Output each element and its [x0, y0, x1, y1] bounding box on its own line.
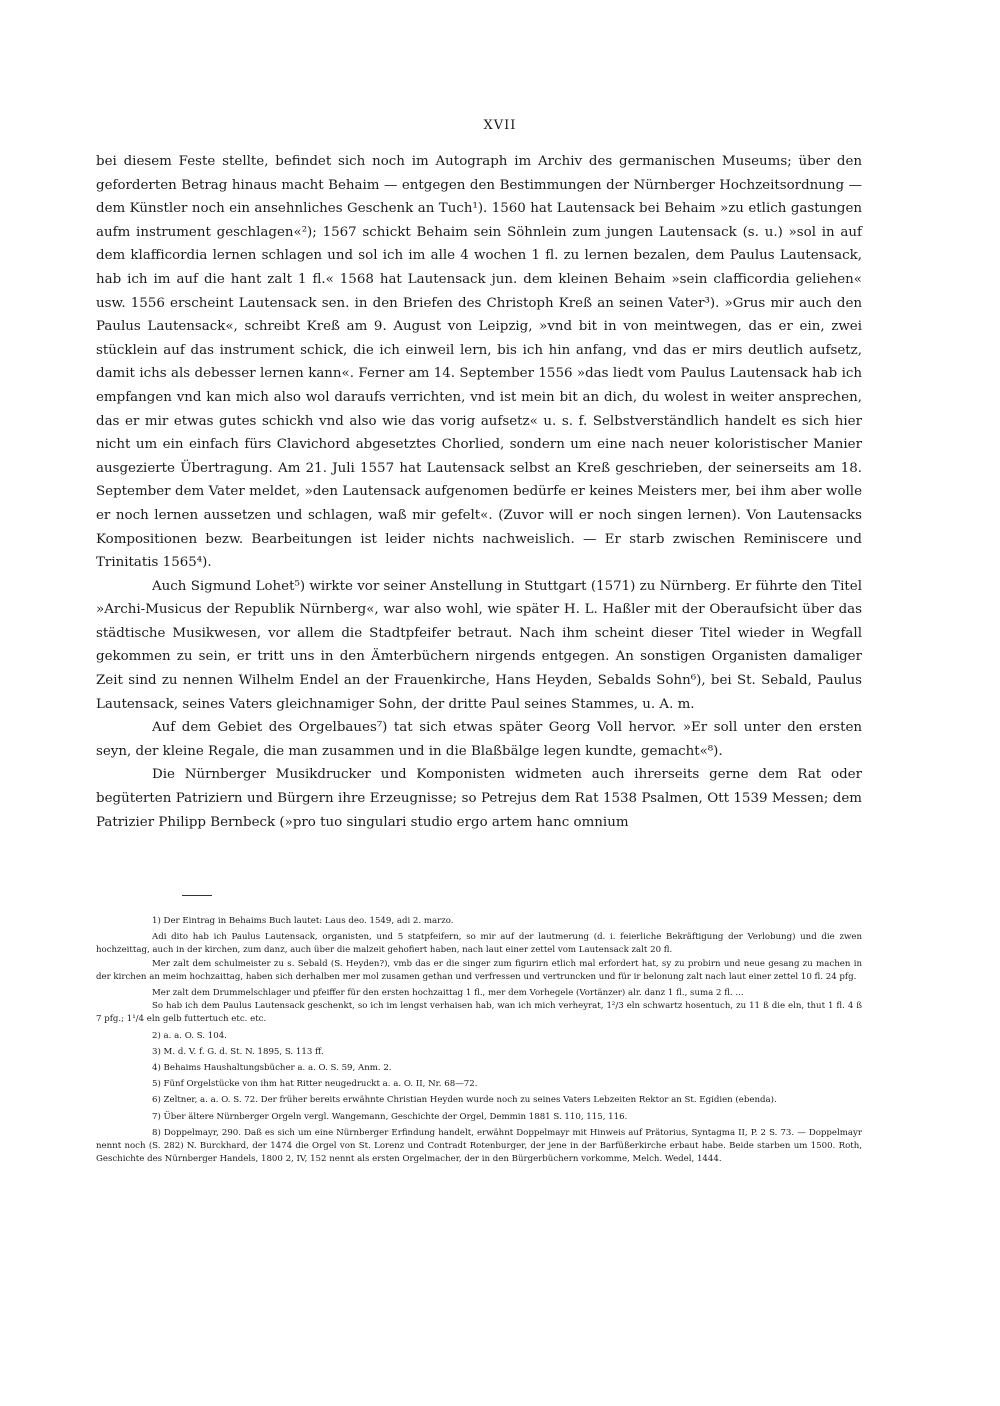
footnote-7: 7) Über ältere Nürnberger Orgeln vergl. Wangemann, Geschichte der Orgel, Demmin 1881 S. 110, 115, 116.	[152, 1111, 628, 1122]
footnote-3: 3) M. d. V. f. G. d. St. N. 1895, S. 113 ff.	[152, 1046, 324, 1057]
footnote-1-entry-d: So hab ich dem Paulus Lautensack geschenkt, so ich im lengst verhaisen hab, wan ich mich verheyrat, 1²/3 eln schwartz hosentuch, zu 11 ß die eln, thut 1 fl. 4 ß 7 pfg.; 1¹/4 eln gelb futtertuch etc. etc.	[96, 1001, 862, 1025]
paragraph-1: bei diesem Feste stellte, befindet sich noch im Autograph im Archiv des germanischen Museums; über den geforderten Betrag hinaus macht Behaim — entgegen den Bestimmungen der Nürnberger Hochzeitsordnung — dem Künstler noch ein ansehnliches Geschenk an Tuch¹). 1560 hat Lautensack bei Behaim »zu etlich gastungen aufm instrument geschlagen«²); 1567 schickt Behaim sein Söhnlein zum jungen Lautensack (s. u.) »sol in auf dem klafficordia lernen schlagen und sol ich im alle 4 wochen 1 fl. zu lernen bezalen, dem Paulus Lautensack, hab ich im auf die hant zalt 1 fl.« 1568 hat Lautensack jun. dem kleinen Behaim »sein clafficordia geliehen« usw. 1556 erscheint Lautensack sen. in den Briefen des Christoph Kreß an seinen Vater³). »Grus mir auch den Paulus Lautensack«, schreibt Kreß am 9. August von Leipzig, »vnd bit in von meintwegen, das er ein, zwei stücklein auf das instrument schick, die ich einweil lern, bis ich hin anfang, vnd das er mirs deutlich aufsetz, damit ichs als debesser lernen kann«. Ferner am 14. September 1556 »das liedt vom Paulus Lautensack hab ich empfangen vnd kan mich also wol daraufs verrichten, vnd ist mein bit an dich, du wolest in weiter ansprechen, das er mir etwas gutes schickh vnd also wie das vorig aufsetz« u. s. f. Selbstverständlich handelt es sich hier nicht um ein einfach fürs Clavichord abgesetztes Chorlied, sondern um eine nach neuer koloristischer Manier ausgezierte Übertragung. Am 21. Juli 1557 hat Lautensack selbst an Kreß geschrieben, der seinerseits am 18. September dem Vater meldet, »den Lautensack aufgenomen bedürfe er keines Meisters mer, bei ihm aber wolle er noch lernen aussetzen und schlagen, waß mir gefelt«. (Zuvor will er noch singen lernen). Von Lautensacks Kompositionen bezw. Bearbeitungen ist leider nichts nachweislich. — Er starb zwischen Reminiscere und Trinitatis 1565⁴).	[96, 154, 862, 571]
footnote-1-entry-b: Mer zalt dem schulmeister zu s. Sebald (S. Heyden?), vmb das er die singer zum figurirn etlich mal erfordert hat, sy zu probirn und neue gesang zu machen in der kirchen an meim hochzaittag, haben sich derhalben mer mol zusamen gethan und verfressen und vertruncken und für ir belonung zalt nach laut einer zettel 10 fl. 24 pfg.	[96, 958, 862, 982]
paragraph-3: Auf dem Gebiet des Orgelbaues⁷) tat sich etwas später Georg Voll hervor. »Er soll unter den ersten seyn, der kleine Regale, die man zusammen und in die Blaßbälge legen kundte, gemacht«⁸).	[96, 720, 862, 759]
paragraph-2: Auch Sigmund Lohet⁵) wirkte vor seiner Anstellung in Stuttgart (1571) zu Nürnberg. Er führte den Titel »Archi-Musicus der Republik Nürnberg«, war also wohl, wie später H. L. Haßler mit der Oberaufsicht über das städtische Musikwesen, vor allem die Stadtpfeifer betraut. Nach ihm scheint dieser Titel wieder in Wegfall gekommen zu sein, er tritt uns in den Ämterbüchern nirgends entgegen. An sonstigen Organisten damaliger Zeit sind zu nennen Wilhelm Endel an der Frauenkirche, Hans Heyden, Sebalds Sohn⁶), bei St. Sebald, Paulus Lautensack, seines Vaters gleichnamiger Sohn, der dritte Paul seines Stammes, u. A. m.	[96, 578, 862, 712]
footnote-separator	[182, 895, 212, 896]
footnote-4: 4) Behaims Haushaltungsbücher a. a. O. S. 59, Anm. 2.	[152, 1063, 392, 1074]
footnote-8: 8) Doppelmayr, 290. Daß es sich um eine Nürnberger Erfindung handelt, erwähnt Doppelmayr mit Hinweis auf Prätorius, Syntagma II, P. 2 S. 73. — Doppelmayr nennt noch (S. 282) N. Burckhard, der 1474 die Orgel von St. Lorenz und Contradt Rotenburger, der jene in der Barfüßerkirche erbaut habe. Beide starben um 1500. Roth, Geschichte des Nürnberger Handels, 1800 2, IV, 152 nennt als ersten Orgelmacher, der in den Bürgerbüchern vorkomme, Melch. Wedel, 1444.	[96, 1127, 862, 1165]
footnote-1-entry-c: Mer zalt dem Drummelschlager und pfeiffer für den ersten hochzaittag 1 fl., mer dem Vorhegele (Vortänzer) alr. danz 1 fl., suma 2 fl. ...	[152, 988, 744, 999]
footnote-6: 6) Zeltner, a. a. O. S. 72. Der früher bereits erwähnte Christian Heyden wurde noch zu seines Vaters Lebzeiten Rektor an St. Egidien (ebenda).	[152, 1095, 777, 1106]
footnote-1: 1) Der Eintrag in Behaims Buch lautet: Laus deo. 1549, adi 2. marzo.	[152, 916, 454, 926]
paragraph-4: Die Nürnberger Musikdrucker und Komponisten widmeten auch ihrerseits gerne dem Rat oder begüterten Patriziern und Bürgern ihre Erzeugnisse; so Petrejus dem Rat 1538 Psalmen, Ott 1539 Messen; dem Patrizier Philipp Bernbeck (»pro tuo singulari studio ergo artem hanc omnium	[96, 767, 862, 830]
footnote-5: 5) Fünf Orgelstücke von ihm hat Ritter neugedruckt a. a. O. II, Nr. 68—72.	[152, 1079, 478, 1090]
page-number: XVII	[483, 118, 517, 133]
footnotes	[96, 915, 862, 1169]
main-text	[96, 150, 862, 834]
footnote-1-entry-a: Adi dito hab ich Paulus Lautensack, organisten, und 5 statpfeifern, so mir auf der lautmerung (d. i. feierliche Bekräftigung der Verlobung) und die zwen hochzeittag, auch in der kirchen, zum danz, auch über die malzeit gehofiert haben, nach laut einer zettel vom Lautensack zalt 20 fl.	[96, 932, 862, 956]
footnote-2: 2) a. a. O. S. 104.	[152, 1030, 227, 1041]
